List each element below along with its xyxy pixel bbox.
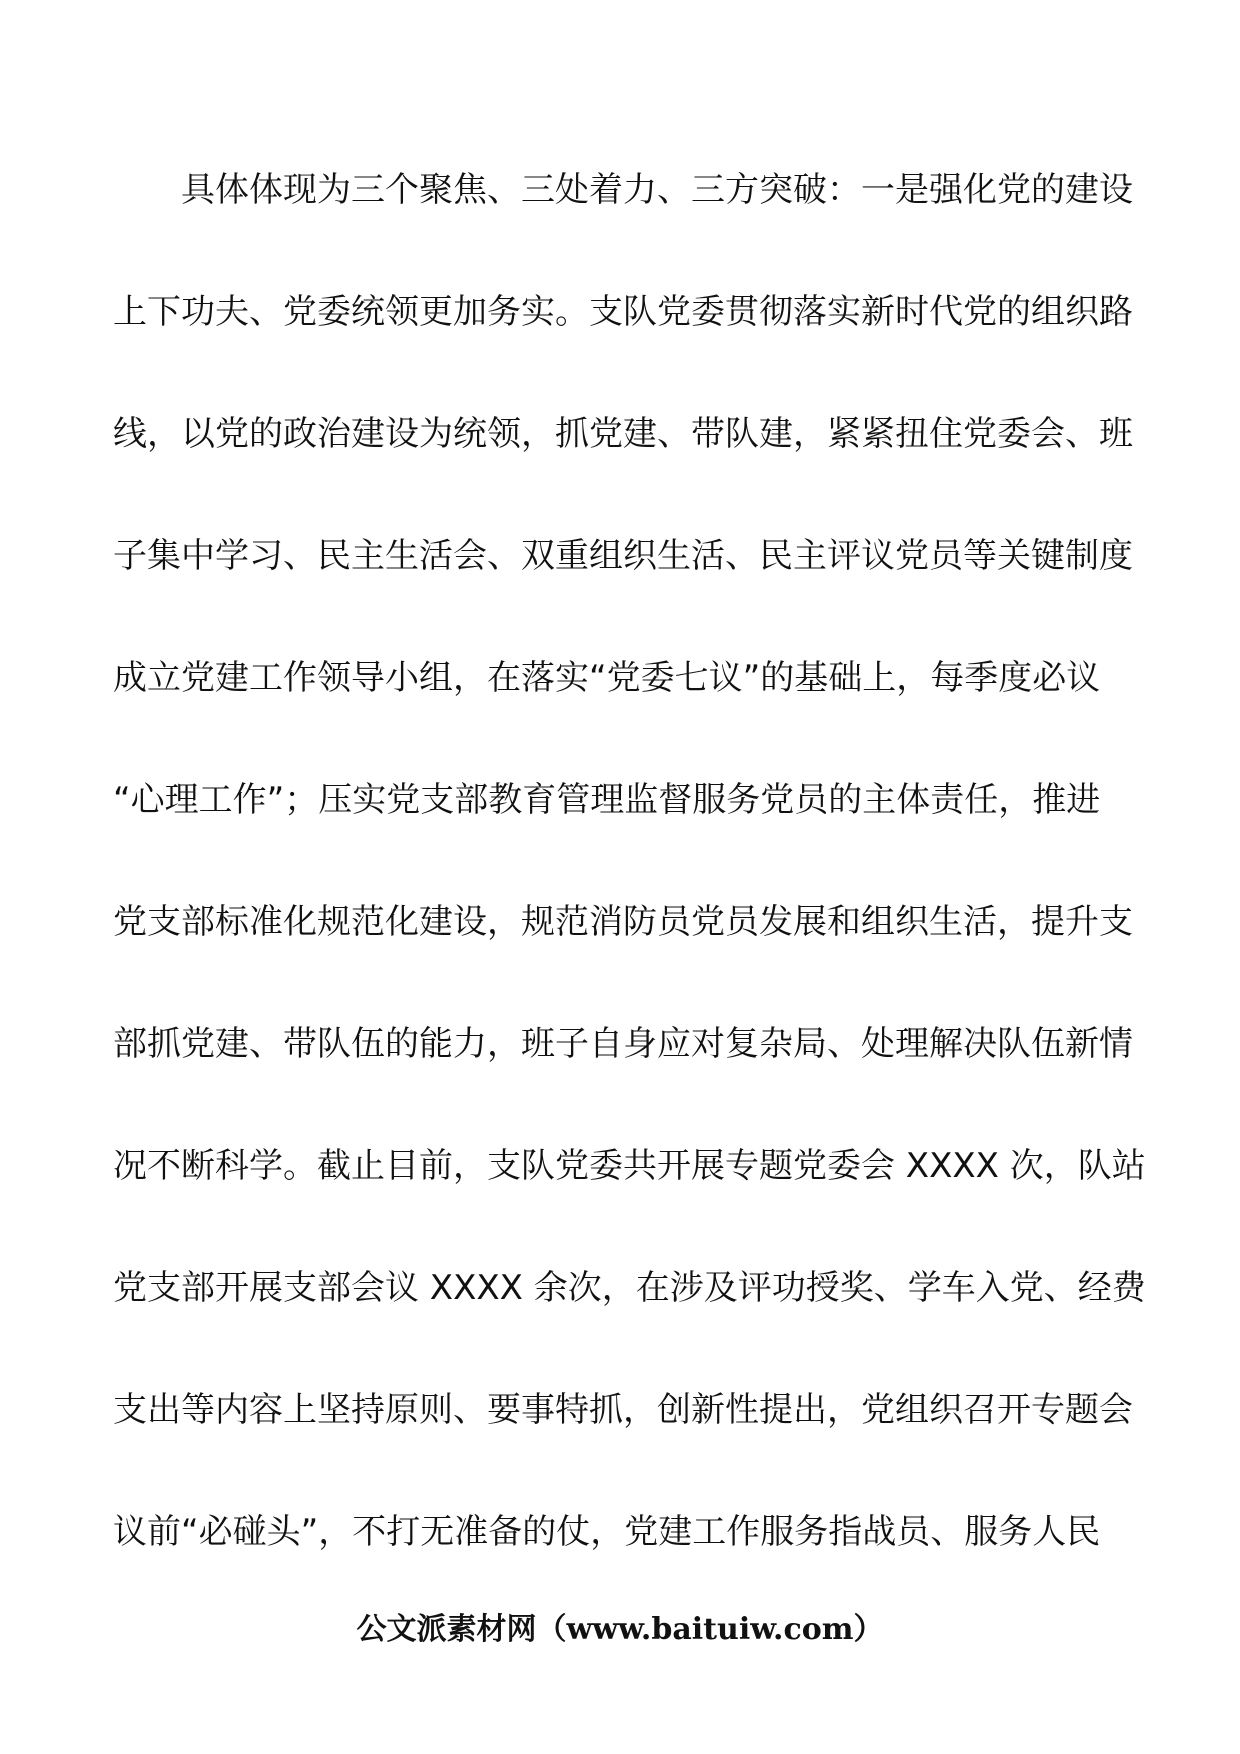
body-paragraph	[113, 150, 1146, 1614]
text-line: 线，以党的政治建设为统领，抓党建、带队建，紧紧扭住党委会、班	[113, 414, 1133, 454]
text-line: 子集中学习、民主生活会、双重组织生活、民主评议党员等关键制度	[113, 536, 1133, 576]
text-line: 况不断科学。截止目前，支队党委共开展专题党委会 XXXX 次，队站	[113, 1146, 1146, 1186]
text-line: 部抓党建、带队伍的能力，班子自身应对复杂局、处理解决队伍新情	[113, 1024, 1133, 1064]
text-line: 党支部标准化规范化建设，规范消防员党员发展和组织生活，提升支	[113, 902, 1133, 942]
text-line: 具体体现为三个聚焦、三处着力、三方突破：一是强化党的建设	[113, 170, 1133, 210]
text-line: 党支部开展支部会议 XXXX 余次，在涉及评功授奖、学车入党、经费	[113, 1268, 1146, 1308]
page-footer: 公文派素材网（www.baituiw.com）	[356, 1612, 884, 1647]
text-line: 议前“必碰头”，不打无准备的仗，党建工作服务指战员、服务人民	[113, 1512, 1101, 1552]
text-line: 成立党建工作领导小组，在落实“党委七议”的基础上，每季度必议	[113, 658, 1101, 698]
text-line: 支出等内容上坚持原则、要事特抓，创新性提出，党组织召开专题会	[113, 1390, 1133, 1430]
text-line: 上下功夫、党委统领更加务实。支队党委贯彻落实新时代党的组织路	[113, 292, 1133, 332]
text-line: “心理工作”；压实党支部教育管理监督服务党员的主体责任，推进	[113, 780, 1101, 820]
